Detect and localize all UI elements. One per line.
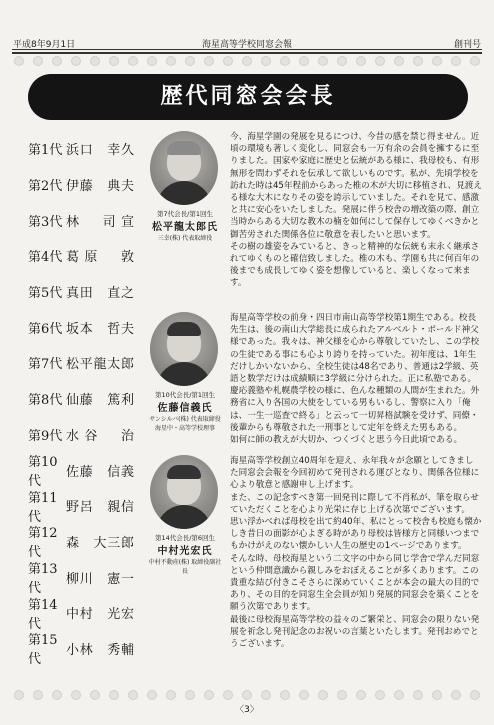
punch-hole [280, 56, 290, 66]
punch-hole [185, 56, 195, 66]
punch-hole [128, 690, 138, 700]
punch-hole [451, 56, 461, 66]
punch-hole [223, 690, 233, 700]
generation-label: 第5代 [28, 286, 63, 302]
president-name: 水谷 治 [66, 428, 134, 444]
punch-hole [204, 56, 214, 66]
president-name: 柳川 憲一 [66, 571, 134, 587]
generation-label: 第2代 [28, 179, 63, 195]
punch-hole [109, 56, 119, 66]
president-name: 森 大三郎 [66, 535, 134, 551]
punch-hole [223, 56, 233, 66]
portrait-photo [150, 312, 218, 386]
punch-hole [185, 690, 195, 700]
punch-hole [242, 56, 252, 66]
generation-label: 第8代 [28, 393, 63, 409]
newsletter-name: 海星高等学校同窓会報 [201, 40, 292, 50]
generation-label: 第4代 [28, 250, 63, 266]
president-item [28, 595, 138, 631]
caption-term: 第7代会長/第1回生 [157, 210, 213, 218]
generation-label: 第12代 [28, 526, 58, 561]
generation-label: 第14代 [28, 597, 58, 632]
punch-hole [128, 56, 138, 66]
portrait-photo [150, 455, 218, 529]
generation-label: 第15代 [28, 633, 58, 668]
punch-hole [147, 690, 157, 700]
generation-label: 第9代 [28, 428, 63, 444]
message-text: 海星高等学校創立40周年を迎え、永年我々が念願としてきました同窓会会報を今回初めて発刊される運びとなり、関係各位様に心より敬意と感謝申し上げます。 また、この記念すべき第一回発刊に際して不肖私が、筆を取らせていただくことを心より光栄に存じ上げる次第でございます。 思い浮かべれば母校を出て約40年、私にとって校舎も校庭も懐かしき昔日の面影が心よぎる時があり母校は皆様方と同様いつまでもかけがえのない懐かしい人生の歴史の1ページであります。 そんな時、母校海星という二文字の中から同じ学舎で学んだ同窓という仲間意識から親しみをおぼえることが多くあります。この貴重な結び付きこそさらに深めていくことが本会の最大の目的であり、その目的を同窓生全会員が知り発展的同窓会を築くことを願う次第であります。 最後に母校海星高等学校の益々のご繁栄と、同窓会の限りない発展を祈念し発刊記念のお祝いの言葉といたします。発刊おめでとうございます。 [230, 456, 482, 650]
president-name: 松平龍太郎 [66, 357, 134, 373]
president-item [28, 131, 138, 167]
punch-hole [337, 690, 347, 700]
generation-label: 第13代 [28, 562, 58, 597]
punch-hole [242, 690, 252, 700]
punch-hole [356, 56, 366, 66]
punch-hole [356, 690, 366, 700]
president-name: 仙藤 篤利 [66, 393, 134, 409]
president-item [28, 452, 138, 488]
presidents-list [28, 131, 138, 666]
president-item [28, 631, 138, 667]
punch-hole [337, 56, 347, 66]
president-item [28, 524, 138, 560]
president-name: 真田 直之 [66, 286, 134, 302]
page-number: 〈3〉 [235, 705, 259, 715]
punch-hole [14, 56, 24, 66]
punch-hole [109, 690, 119, 700]
message-text: 今、海星学園の発展を見るにつけ、今昔の感を禁じ得ません。近頃の環境も著しく変化し、同窓会も一万有余の会員を擁するに至りました。国家や家庭に歴史と伝統がある様に、我母校も、有形無形を問わずそれを伝承して欲しいものです。私が、先頃学校を訪れた時は45年程前からあった椎の木が大切に移植され、見渡える様な大木になりその姿を誇示していました。それを見て、感激と共に安心をいたしました。発展に伴う校舎の増改築の際、創立当時からある大切な教木の楠を如何にして保存してゆくべきかと御苦労された関係各位に敬意を表したいと思います。 その樹の雄姿をみていると、きっと精神的な伝統も末永く継承されてゆくものと確信致しました。椎の木も、学園も共に何百年の後までも成長してゆく姿を想像していると、楽しくなって来ます。 [230, 132, 482, 289]
caption-term: 第10代会長/第1回生 [154, 391, 216, 399]
president-name: 浜口 幸久 [66, 143, 134, 159]
punch-hole [166, 690, 176, 700]
president-name: 小林 秀輔 [66, 642, 134, 658]
punch-hole [432, 690, 442, 700]
punch-hole [394, 56, 404, 66]
punch-hole [299, 56, 309, 66]
portrait-caption [146, 209, 224, 242]
punch-hole [166, 56, 176, 66]
president-item [28, 345, 138, 381]
page-title: 歴代同窓会会長 [160, 84, 336, 109]
punch-hole [299, 690, 309, 700]
caption-title: サンシルバ(株) 代表取締役 海星中・高等学校理事 [149, 416, 221, 432]
president-name: 佐藤 信義 [66, 464, 134, 480]
generation-label: 第11代 [28, 490, 58, 525]
president-item [28, 488, 138, 524]
page-header [0, 0, 494, 52]
president-item [28, 417, 138, 453]
message-text: 海星高等学校の前身・四日市南山高等学校第1期生である。校長先生は、後の南山大学総長に成られたアルベルト・ボールド神父様であった。我々は、神父様を心から尊敬していたし、この学校の生徒である事にも心より誇りを持っていた。初年度は、1年生だけしかいないから、全校生徒は48名であり、普通は2学級、英語と数学だけは成績順に3学級に分けられた。正に私塾である。慶応義塾や札幌農学校の様に、色んな種類の人間が生まれた。外務省に入り各国の大使をしている男もいるし、警察に入り「俺は、一生一巡査で終る」と云って一切昇格試験を受けず、同僚・後輩からも尊敬された一刑事として定年を終えた男もある。 如何に師の教えが大切か、つくづくと思う今日此頃である。 [230, 313, 480, 446]
president-name: 中村 光宏 [66, 607, 134, 623]
punch-hole [413, 690, 423, 700]
header-rule-thick [12, 52, 482, 54]
generation-label: 第3代 [28, 214, 63, 230]
president-name: 葛原 敦 [66, 250, 134, 266]
president-item [28, 309, 138, 345]
president-item [28, 167, 138, 203]
president-item [28, 381, 138, 417]
punch-hole [90, 56, 100, 66]
punch-hole [147, 56, 157, 66]
generation-label: 第1代 [28, 143, 63, 159]
punch-hole [33, 56, 43, 66]
punch-hole [375, 690, 385, 700]
punch-hole [33, 690, 43, 700]
caption-name: 松平龍太郎氏 [152, 222, 218, 233]
caption-name: 中村光宏氏 [157, 546, 213, 557]
punch-hole [318, 56, 328, 66]
generation-label: 第6代 [28, 321, 63, 337]
punch-hole [261, 690, 271, 700]
issue-date: 平成8年9月1日 [13, 40, 76, 50]
punch-hole [432, 56, 442, 66]
president-item [28, 274, 138, 310]
caption-term: 第14代会長/第6回生 [154, 534, 216, 542]
president-name: 坂本 哲夫 [66, 321, 134, 337]
portrait-caption [146, 533, 224, 575]
president-item [28, 202, 138, 238]
punch-hole [470, 56, 480, 66]
president-name: 林 司宣 [66, 214, 134, 230]
caption-name: 佐藤信義氏 [157, 403, 213, 414]
punch-hole [375, 56, 385, 66]
punch-hole [470, 690, 480, 700]
title-banner [28, 74, 468, 120]
generation-label: 第7代 [28, 357, 63, 373]
president-name: 伊藤 典夫 [66, 179, 134, 195]
punch-hole [318, 690, 328, 700]
punch-hole [261, 56, 271, 66]
punch-hole [52, 690, 62, 700]
president-item [28, 238, 138, 274]
punch-hole [90, 690, 100, 700]
punch-hole [413, 56, 423, 66]
punch-holes-top [14, 56, 480, 66]
issue-label: 創刊号 [453, 40, 481, 50]
punch-holes-bottom [14, 690, 480, 700]
punch-hole [204, 690, 214, 700]
portrait-photo [150, 131, 218, 205]
punch-hole [71, 690, 81, 700]
punch-hole [394, 690, 404, 700]
punch-hole [451, 690, 461, 700]
generation-label: 第10代 [28, 455, 58, 490]
caption-title: 中村不動産(株) 取締役副社長 [148, 559, 222, 575]
punch-hole [52, 56, 62, 66]
punch-hole [14, 690, 24, 700]
header-rule [12, 49, 482, 50]
president-item [28, 559, 138, 595]
caption-title: 三幸(株) 代表取締役 [157, 235, 213, 242]
punch-hole [71, 56, 81, 66]
punch-hole [280, 690, 290, 700]
president-name: 野呂 親信 [66, 500, 134, 516]
portrait-caption [146, 390, 224, 432]
